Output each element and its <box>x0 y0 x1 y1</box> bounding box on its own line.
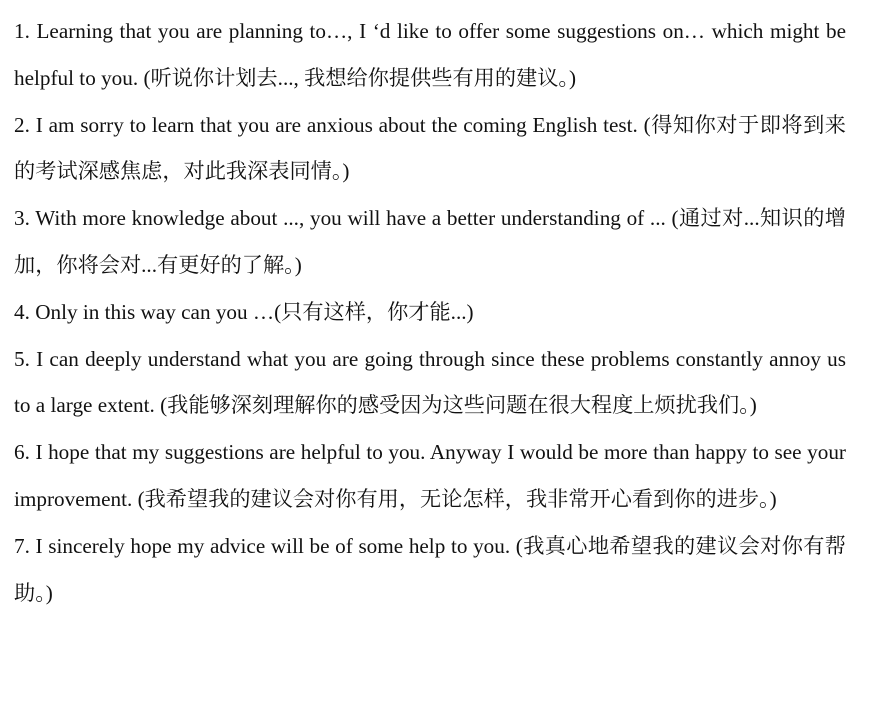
phrase-item-5: 5. I can deeply understand what you are going through since these problems constantly annoy us to a large extent. (我能够深刻理解你的感受因为这些问题在很大程度上烦扰我们。) <box>14 346 846 418</box>
phrase-item-6: 6. I hope that my suggestions are helpful to you. Anyway I would be more than happy to see your improvement. (我希望我的建议会对你有用，无论怎样，我非常开心看到你的进步。) <box>14 440 846 511</box>
document-body <box>14 8 846 616</box>
phrase-item-7: 7. I sincerely hope my advice will be of some help to you. (我真心地希望我的建议会对你有帮助。) <box>14 533 846 605</box>
phrase-item-2: 2. I am sorry to learn that you are anxious about the coming English test. (得知你对于即将到来的考试深感焦虑，对此我深表同情。) <box>14 112 846 184</box>
phrase-item-3: 3. With more knowledge about ..., you will have a better understanding of ... (通过对...知识的增加，你将会对...有更好的了解。) <box>14 206 846 277</box>
phrase-item-1: 1. Learning that you are planning to…, I ‘d like to offer some suggestions on… which might be helpful to you. (听说你计划去..., 我想给你提供些有用的建议。) <box>14 19 846 90</box>
phrase-item-4: 4. Only in this way can you …(只有这样，你才能...) <box>14 299 474 324</box>
